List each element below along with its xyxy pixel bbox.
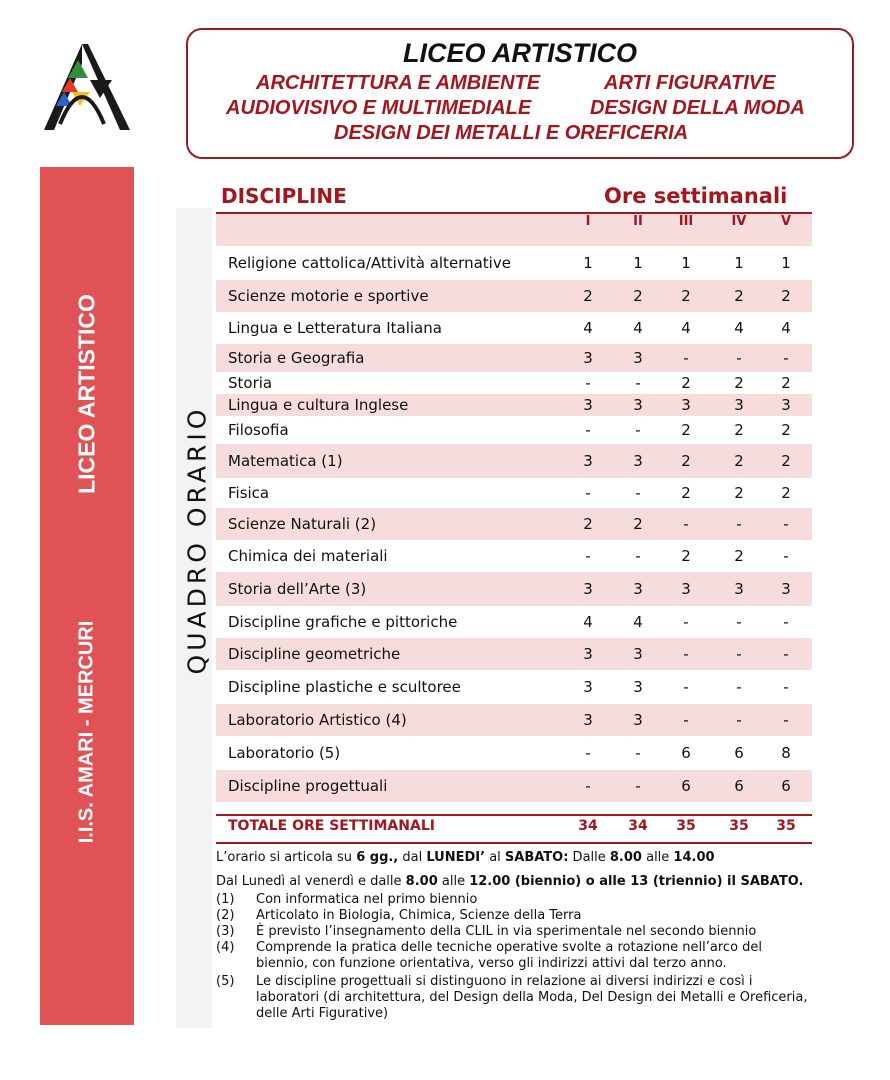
hours-value-year-ii: 2	[633, 287, 643, 305]
subject-name: Storia dell’Arte (3)	[228, 580, 367, 598]
hours-value-year-iii: -	[683, 678, 689, 696]
hours-value-year-iv: 4	[734, 319, 744, 337]
subject-name: Filosofia	[228, 421, 289, 439]
hours-value-year-ii: 3	[633, 349, 643, 367]
hours-value-year-v: 8	[781, 744, 791, 762]
hours-value-year-i: 3	[583, 711, 593, 729]
hours-value-year-iv: 2	[734, 484, 744, 502]
subject-name: Fisica	[228, 484, 270, 502]
header-line-design-moda: DESIGN DELLA MODA	[590, 97, 805, 119]
table-row	[216, 394, 812, 416]
hours-value-year-v: -	[783, 613, 789, 631]
discipline-header: DISCIPLINE	[221, 184, 347, 208]
hours-value-year-iv: 2	[734, 287, 744, 305]
subject-name: Discipline geometriche	[228, 645, 401, 663]
hours-value-year-iv: 1	[734, 254, 744, 272]
header-line-arti-figurative: ARTI FIGURATIVE	[604, 72, 776, 94]
subject-name: Laboratorio Artistico (4)	[228, 711, 407, 729]
hours-value-year-iv: 3	[734, 396, 744, 414]
total-value-ii: 34	[628, 818, 648, 834]
hours-value-year-iv: 2	[734, 421, 744, 439]
header-line-design-metalli: DESIGN DEI METALLI E OREFICERIA	[334, 122, 689, 144]
hours-value-year-i: -	[585, 484, 591, 502]
year-header-iv: IV	[731, 214, 747, 229]
subject-name: Storia	[228, 374, 273, 392]
sidebar-school-name: I.I.S. AMARI - MERCURI	[75, 620, 98, 844]
hours-value-year-v: 3	[781, 396, 791, 414]
total-value-iv: 35	[729, 818, 749, 834]
hours-value-year-ii: 3	[633, 580, 643, 598]
year-header-ii: II	[633, 214, 643, 229]
hours-value-year-i: 2	[583, 515, 593, 533]
hours-value-year-i: 3	[583, 396, 593, 414]
subject-name: Discipline progettuali	[228, 777, 388, 795]
subject-name: Religione cattolica/Attività alternative	[228, 254, 511, 272]
total-value-iii: 35	[676, 818, 696, 834]
subject-name: Chimica dei materiali	[228, 547, 388, 565]
hours-value-year-iii: 2	[681, 452, 691, 470]
hours-value-year-iii: 1	[681, 254, 691, 272]
table-row	[216, 606, 812, 638]
header-title: LICEO ARTISTICO	[402, 38, 637, 68]
table-row	[216, 280, 812, 312]
hours-value-year-ii: -	[635, 744, 641, 762]
hours-value-year-v: -	[783, 547, 789, 565]
subject-name: Scienze motorie e sportive	[228, 287, 429, 305]
hours-value-year-ii: 3	[633, 452, 643, 470]
hours-value-year-iii: 2	[681, 421, 691, 439]
subject-name: Laboratorio (5)	[228, 744, 341, 762]
hours-value-year-ii: 3	[633, 396, 643, 414]
table-row	[216, 444, 812, 478]
hours-value-year-iv: 2	[734, 374, 744, 392]
hours-value-year-i: 3	[583, 678, 593, 696]
hours-value-year-v: -	[783, 711, 789, 729]
table-row	[216, 312, 812, 344]
table-row	[216, 416, 812, 444]
hours-value-year-iii: 2	[681, 547, 691, 565]
hours-value-year-i: -	[585, 777, 591, 795]
hours-value-year-iii: 3	[681, 396, 691, 414]
total-value-i: 34	[578, 818, 598, 834]
table-row	[216, 704, 812, 736]
total-value-v: 35	[776, 818, 796, 834]
year-header-i: I	[585, 214, 591, 229]
hours-value-year-iii: 2	[681, 374, 691, 392]
hours-value-year-v: 6	[781, 777, 791, 795]
hours-value-year-i: 4	[583, 613, 593, 631]
hours-value-year-v: 2	[781, 287, 791, 305]
hours-value-year-v: -	[783, 678, 789, 696]
hours-value-year-i: 3	[583, 645, 593, 663]
hours-value-year-v: 3	[781, 580, 791, 598]
hours-value-year-iii: -	[683, 711, 689, 729]
hours-value-year-v: 1	[781, 254, 791, 272]
hours-value-year-iv: 3	[734, 580, 744, 598]
schedule-line-1: L’orario si articola su 6 gg., dal LUNEDI’ al SABATO: Dalle 8.00 alle 14.00	[216, 850, 715, 865]
hours-value-year-ii: 4	[633, 613, 643, 631]
year-header-row	[216, 214, 812, 246]
hours-value-year-v: 2	[781, 452, 791, 470]
year-header-iii: III	[678, 214, 694, 229]
hours-value-year-v: -	[783, 515, 789, 533]
hours-value-year-iii: 4	[681, 319, 691, 337]
hours-value-year-iii: -	[683, 515, 689, 533]
hours-value-year-iii: -	[683, 613, 689, 631]
quadro-orario-label: QUADRO ORARIO	[182, 405, 212, 675]
hours-value-year-iv: -	[736, 349, 742, 367]
table-row	[216, 246, 812, 280]
subject-name: Lingua e Letteratura Italiana	[228, 319, 442, 337]
subject-name: Lingua e cultura Inglese	[228, 396, 409, 414]
hours-value-year-i: 2	[583, 287, 593, 305]
table-row	[216, 572, 812, 606]
hours-value-year-iv: -	[736, 515, 742, 533]
header-line-architettura: ARCHITETTURA E AMBIENTE	[256, 72, 541, 94]
subject-name: Storia e Geografia	[228, 349, 365, 367]
table-row	[216, 770, 812, 802]
hours-value-year-iii: -	[683, 349, 689, 367]
hours-value-year-iv: -	[736, 678, 742, 696]
hours-value-year-v: 4	[781, 319, 791, 337]
hours-value-year-ii: -	[635, 777, 641, 795]
hours-value-year-iii: 2	[681, 287, 691, 305]
hours-value-year-ii: 3	[633, 645, 643, 663]
hours-value-year-ii: 3	[633, 678, 643, 696]
subject-name: Discipline grafiche e pittoriche	[228, 613, 458, 631]
subject-name: Matematica (1)	[228, 452, 343, 470]
hours-value-year-v: -	[783, 349, 789, 367]
school-logo	[38, 40, 134, 134]
hours-value-year-iv: 6	[734, 777, 744, 795]
hours-value-year-i: 3	[583, 452, 593, 470]
year-header-v: V	[780, 214, 792, 229]
hours-value-year-i: -	[585, 421, 591, 439]
hours-value-year-iv: 2	[734, 547, 744, 565]
total-row	[216, 814, 812, 842]
hours-value-year-v: -	[783, 645, 789, 663]
sidebar	[40, 167, 134, 1025]
hours-value-year-iii: 3	[681, 580, 691, 598]
hours-value-year-iv: -	[736, 645, 742, 663]
table-row	[216, 736, 812, 770]
hours-value-year-v: 2	[781, 484, 791, 502]
hours-header: Ore settimanali	[604, 184, 788, 208]
table-row	[216, 508, 812, 540]
hours-value-year-ii: 1	[633, 254, 643, 272]
hours-value-year-ii: -	[635, 547, 641, 565]
table-row	[216, 372, 812, 394]
table-row	[216, 344, 812, 372]
hours-value-year-iv: -	[736, 711, 742, 729]
hours-value-year-i: 4	[583, 319, 593, 337]
hours-value-year-ii: 4	[633, 319, 643, 337]
hours-value-year-iii: -	[683, 645, 689, 663]
hours-value-year-i: 3	[583, 349, 593, 367]
hours-value-year-ii: -	[635, 421, 641, 439]
table-row	[216, 478, 812, 508]
hours-value-year-iii: 6	[681, 777, 691, 795]
hours-value-year-iv: -	[736, 613, 742, 631]
hours-value-year-ii: -	[635, 484, 641, 502]
total-label: TOTALE ORE SETTIMANALI	[228, 818, 435, 834]
header-box	[186, 28, 854, 159]
total-rule-bottom	[216, 842, 812, 844]
subject-name: Scienze Naturali (2)	[228, 515, 377, 533]
hours-value-year-i: 1	[583, 254, 593, 272]
hours-value-year-i: 3	[583, 580, 593, 598]
hours-value-year-ii: -	[635, 374, 641, 392]
hours-value-year-i: -	[585, 744, 591, 762]
hours-value-year-ii: 3	[633, 711, 643, 729]
hours-value-year-iii: 6	[681, 744, 691, 762]
hours-value-year-v: 2	[781, 421, 791, 439]
schedule-line-2: Dal Lunedì al venerdì e dalle 8.00 alle 12.00 (biennio) o alle 13 (triennio) il SABATO.	[216, 874, 804, 889]
hours-value-year-i: -	[585, 547, 591, 565]
sidebar-title: LICEO ARTISTICO	[73, 294, 100, 494]
table-row	[216, 540, 812, 572]
subject-name: Discipline plastiche e scultoree	[228, 678, 461, 696]
hours-value-year-v: 2	[781, 374, 791, 392]
table-row	[216, 638, 812, 670]
hours-value-year-iv: 2	[734, 452, 744, 470]
header-line-audiovisivo: AUDIOVISIVO E MULTIMEDIALE	[226, 97, 532, 119]
hours-value-year-iii: 2	[681, 484, 691, 502]
hours-value-year-iv: 6	[734, 744, 744, 762]
hours-value-year-i: -	[585, 374, 591, 392]
hours-value-year-ii: 2	[633, 515, 643, 533]
table-row	[216, 670, 812, 704]
